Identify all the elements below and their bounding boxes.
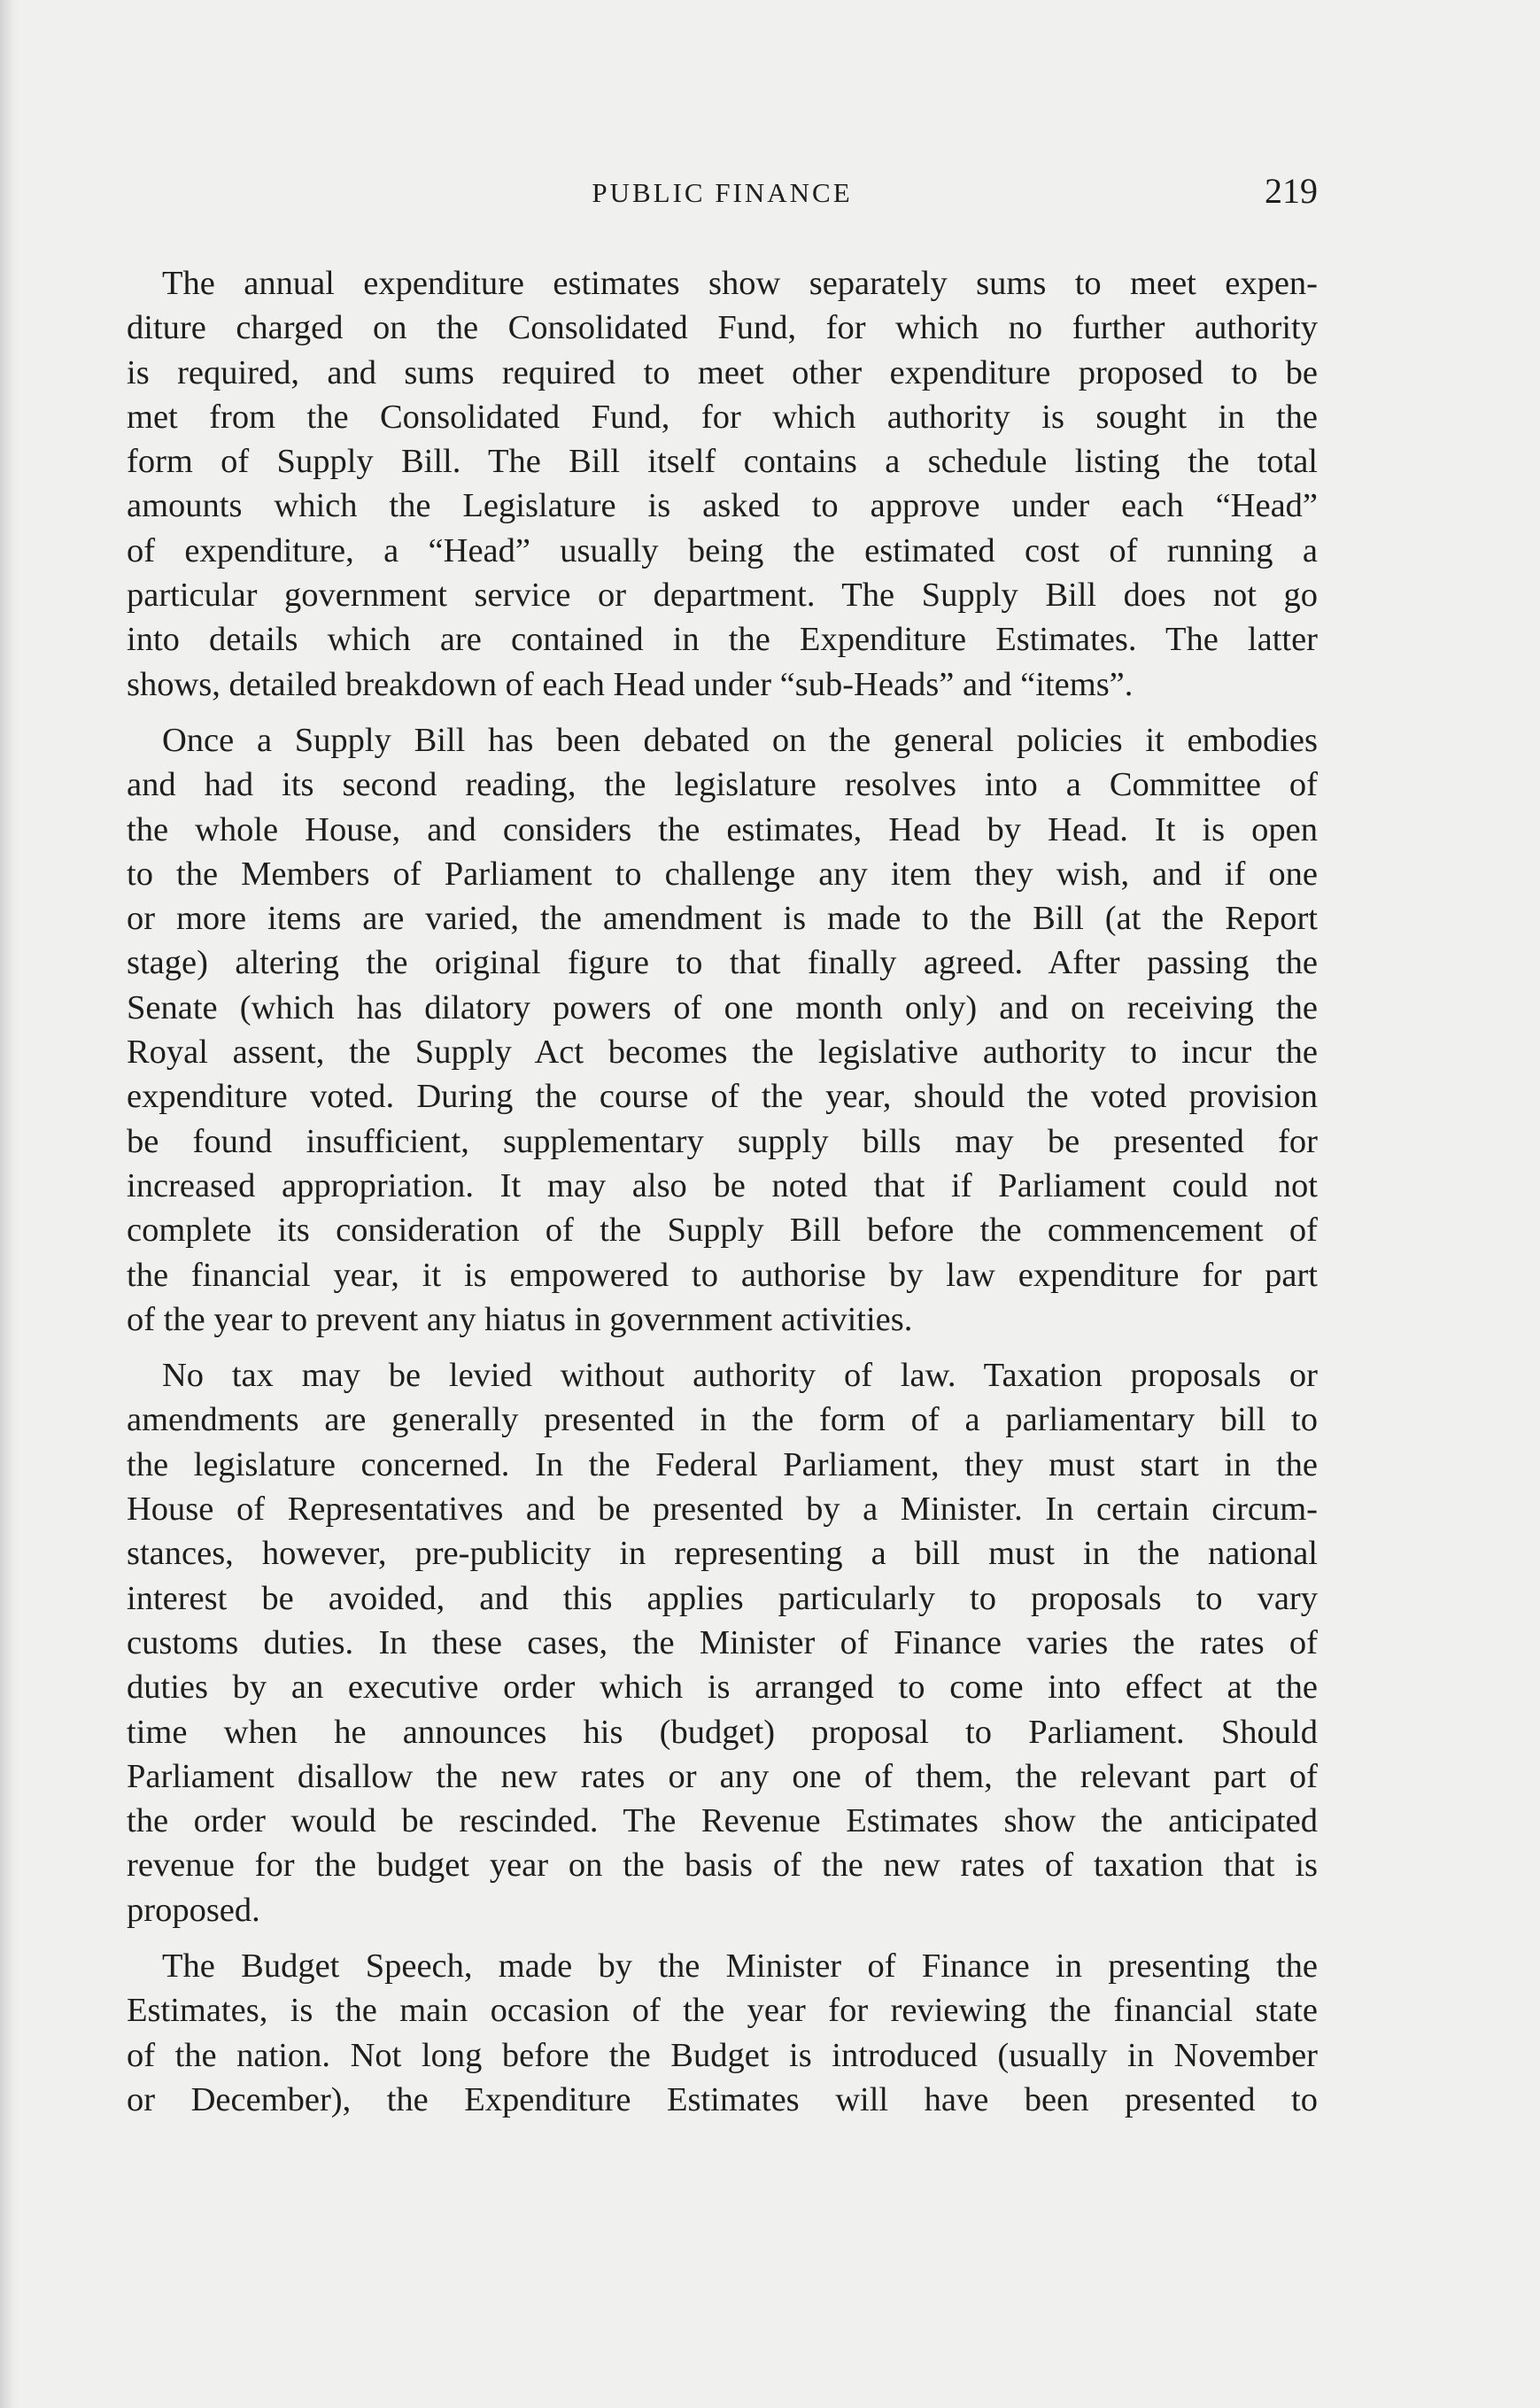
body-text	[127, 261, 1318, 2122]
text-line: stances, however, pre-publicity in representing a bill must in the national	[127, 1535, 1318, 1573]
text-line: and had its second reading, the legislature resolves into a Committee of	[127, 766, 1318, 804]
text-line: particular government service or department. The Supply Bill does not go	[127, 577, 1318, 615]
paragraph-2	[127, 718, 1318, 1342]
text-line: of expenditure, a “Head” usually being the estimated cost of running a	[127, 531, 1318, 569]
text-line: the legislature concerned. In the Federal Parliament, they must start in the	[127, 1445, 1318, 1483]
text-line: stage) altering the original figure to that finally agreed. After passing the	[127, 944, 1318, 982]
text-line: interest be avoided, and this applies particularly to proposals to vary	[127, 1579, 1318, 1617]
text-line: Parliament disallow the new rates or any one of them, the relevant part of	[127, 1757, 1318, 1795]
text-line: Senate (which has dilatory powers of one month only) and on receiving the	[127, 988, 1318, 1026]
text-line: is required, and sums required to meet other expenditure proposed to be	[127, 353, 1318, 391]
text-line: Estimates, is the main occasion of the year for reviewing the financial state	[127, 1992, 1318, 2030]
text-line: expenditure voted. During the course of the year, should the voted provision	[127, 1078, 1318, 1116]
paragraph-4	[127, 1944, 1318, 2122]
text-line: the whole House, and considers the estimates, Head by Head. It is open	[127, 810, 1318, 848]
text-line: revenue for the budget year on the basis of the new rates of taxation that is	[127, 1847, 1318, 1885]
text-line: complete its consideration of the Supply Bill before the commencement of	[127, 1212, 1318, 1250]
text-line: customs duties. In these cases, the Minister of Finance varies the rates of	[127, 1623, 1318, 1661]
text-line: to the Members of Parliament to challenge any item they wish, and if one	[127, 855, 1318, 893]
running-head	[127, 170, 1318, 214]
text-line: the order would be rescinded. The Revenue Estimates show the anticipated	[127, 1802, 1318, 1840]
text-line: increased appropriation. It may also be noted that if Parliament could not	[127, 1166, 1318, 1204]
text-line: or more items are varied, the amendment is made to the Bill (at the Report	[127, 900, 1318, 938]
text-line: of the year to prevent any hiatus in government activities.	[127, 1300, 913, 1338]
text-line: House of Representatives and be presented by a Minister. In certain circum-	[127, 1490, 1318, 1529]
text-line: amendments are generally presented in the form of a parliamentary bill to	[127, 1401, 1318, 1439]
text-line: or December), the Expenditure Estimates will have been presented to	[127, 2080, 1318, 2118]
text-line: time when he announces his (budget) proposal to Parliament. Should	[127, 1713, 1318, 1751]
text-line: into details which are contained in the Expenditure Estimates. The latter	[127, 621, 1318, 659]
text-line: diture charged on the Consolidated Fund, for which no further authority	[127, 309, 1318, 347]
paragraph-1	[127, 261, 1318, 707]
text-line: Once a Supply Bill has been debated on the general policies it embodies	[162, 721, 1318, 759]
text-line: be found insufficient, supplementary supply bills may be presented for	[127, 1122, 1318, 1160]
text-line: The annual expenditure estimates show separately sums to meet expen-	[162, 265, 1318, 302]
page-number: 219	[1265, 171, 1318, 211]
text-line: form of Supply Bill. The Bill itself contains a schedule listing the total	[127, 443, 1318, 481]
paragraph-3	[127, 1353, 1318, 1932]
running-title: PUBLIC FINANCE	[592, 177, 853, 208]
text-line: The Budget Speech, made by the Minister of Finance in presenting the	[162, 1947, 1318, 1985]
text-line: of the nation. Not long before the Budget is introduced (usually in November	[127, 2036, 1318, 2074]
text-line: the financial year, it is empowered to authorise by law expenditure for part	[127, 1256, 1318, 1294]
text-line: met from the Consolidated Fund, for which authority is sought in the	[127, 398, 1318, 436]
text-line: amounts which the Legislature is asked to approve under each “Head”	[127, 487, 1318, 525]
text-line: Royal assent, the Supply Act becomes the legislative authority to incur the	[127, 1034, 1318, 1072]
text-line: shows, detailed breakdown of each Head under “sub-Heads” and “items”.	[127, 665, 1134, 703]
text-line: proposed.	[127, 1891, 260, 1929]
text-line: duties by an executive order which is arranged to come into effect at the	[127, 1669, 1318, 1707]
text-line: No tax may be levied without authority of law. Taxation proposals or	[162, 1357, 1318, 1395]
